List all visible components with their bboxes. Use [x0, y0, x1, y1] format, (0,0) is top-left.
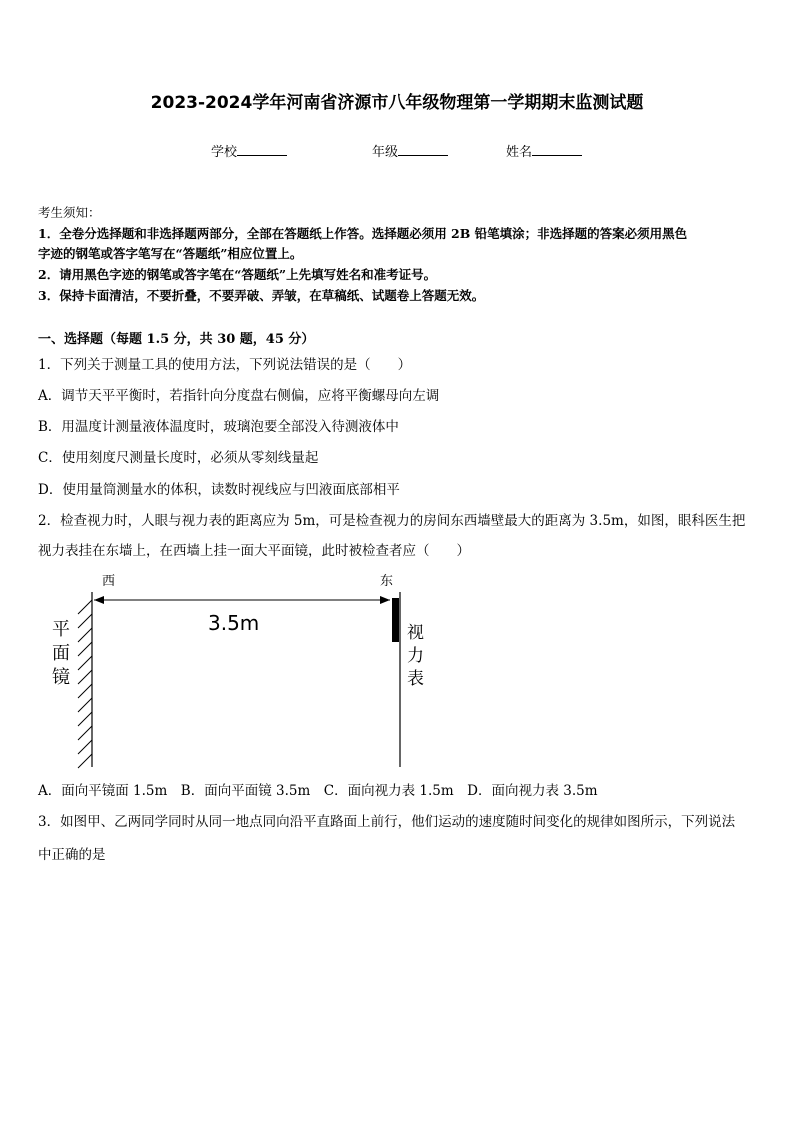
grade-label: 年级 [372, 145, 399, 160]
section-header: 一、选择题（每题 1.5 分，共 30 题，45 分） [38, 332, 315, 347]
distance-label: 3.5m [208, 611, 260, 635]
school-label: 学校 [211, 145, 238, 160]
arrow-head-left [94, 596, 104, 604]
name-blank[interactable] [532, 143, 582, 156]
q1-option-a[interactable]: A．调节天平平衡时，若指针向分度盘右侧偏，应将平衡螺母向左调 [38, 388, 440, 404]
mirror-label-3: 镜 [52, 667, 70, 688]
name-label: 姓名 [506, 145, 533, 160]
notice-line-2: 字迹的钢笔或答字笔写在“答题纸”相应位置上。 [38, 246, 303, 261]
notice-line-3: 2．请用黑色字迹的钢笔或答字笔在“答题纸”上先填写姓名和准考证号。 [38, 267, 437, 282]
grade-field[interactable] [372, 141, 448, 160]
q2-stem-line-2: 视力表挂在东墙上，在西墙上挂一面大平面镜，此时被检查者应（ ） [38, 543, 470, 559]
q1-option-c[interactable]: C．使用刻度尺测量长度时，必须从零刻线量起 [38, 450, 319, 466]
q3-stem-line-2: 中正确的是 [38, 847, 106, 863]
chart-label-2: 力 [407, 646, 424, 666]
page-title: 2023-2024学年河南省济源市八年级物理第一学期期末监测试题 [150, 93, 644, 113]
q1-stem: 1．下列关于测量工具的使用方法，下列说法错误的是（ ） [38, 357, 412, 373]
west-label: 西 [102, 574, 116, 589]
arrow-head-right [380, 596, 390, 604]
east-label: 东 [380, 574, 394, 589]
mirror-label-1: 平 [52, 619, 70, 640]
chart-label-1: 视 [407, 623, 424, 643]
chart-label-3: 表 [407, 669, 424, 689]
q2-stem-line-1: 2．检查视力时，人眼与视力表的距离应为 5m，可是检查视力的房间东西墙壁最大的距离为 3.5m，如图，眼科医生把 [38, 513, 746, 529]
notice-heading: 考生须知： [38, 205, 101, 220]
grade-blank[interactable] [398, 143, 448, 156]
q3-stem-line-1: 3．如图甲、乙两同学同时从同一地点同向沿平直路面上前行，他们运动的速度随时间变化的规律如图所示，下列说法 [38, 814, 736, 830]
eye-chart [392, 598, 399, 642]
school-field[interactable] [211, 141, 287, 160]
mirror-label-2: 面 [52, 643, 70, 664]
mirror-hatching [78, 600, 92, 768]
notice-line-4: 3．保持卡面清洁，不要折叠，不要弄破、弄皱，在草稿纸、试题卷上答题无效。 [38, 288, 485, 303]
q2-options[interactable]: A．面向平镜面 1.5m B．面向平面镜 3.5m C．面向视力表 1.5m D．面向视力表 3.5m [38, 783, 598, 799]
q1-option-d[interactable]: D．使用量筒测量水的体积，读数时视线应与凹液面底部相平 [38, 482, 400, 498]
q1-option-b[interactable]: B．用温度计测量液体温度时，玻璃泡要全部没入待测液体中 [38, 419, 399, 435]
q2-figure [40, 570, 440, 770]
notice-line-1: 1．全卷分选择题和非选择题两部分，全部在答题纸上作答。选择题必须用 2B 铅笔填涂；非选择题的答案必须用黑色 [38, 226, 688, 241]
name-field[interactable] [506, 141, 582, 160]
school-blank[interactable] [237, 143, 287, 156]
